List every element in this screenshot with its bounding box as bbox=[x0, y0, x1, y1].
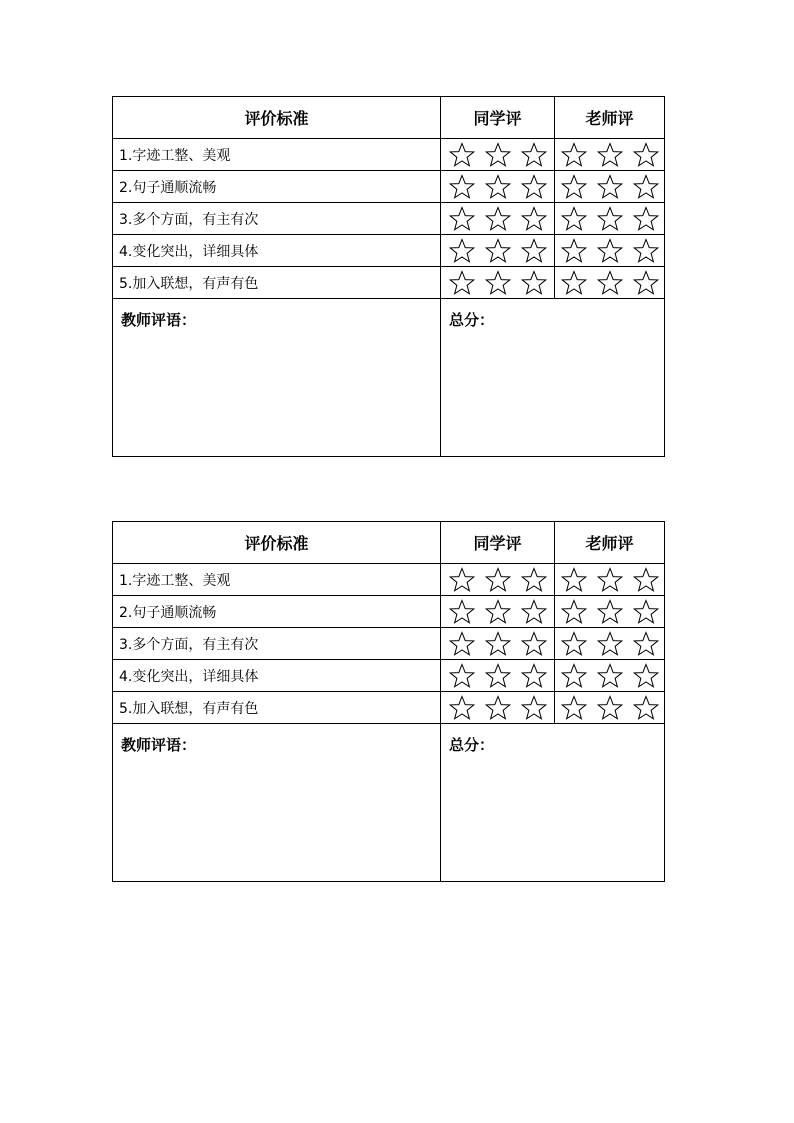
star-icon[interactable] bbox=[561, 142, 587, 168]
teacher-comment-label: 教师评语： bbox=[121, 736, 197, 754]
criterion-row bbox=[113, 596, 665, 628]
star-icon[interactable] bbox=[485, 270, 511, 296]
star-icon[interactable] bbox=[633, 663, 659, 689]
star-icon[interactable] bbox=[597, 174, 623, 200]
teacher-comment-cell[interactable] bbox=[113, 299, 441, 457]
criterion-label: 2.句子通顺流畅 bbox=[113, 596, 441, 628]
criterion-row bbox=[113, 628, 665, 660]
star-icon[interactable] bbox=[449, 238, 475, 264]
teacher-star-rating[interactable] bbox=[555, 139, 665, 171]
criterion-label: 1.字迹工整、美观 bbox=[113, 139, 441, 171]
star-icon[interactable] bbox=[485, 174, 511, 200]
star-icon[interactable] bbox=[449, 567, 475, 593]
star-icon[interactable] bbox=[485, 695, 511, 721]
evaluation-table bbox=[112, 521, 665, 882]
star-icon[interactable] bbox=[597, 599, 623, 625]
teacher-star-rating[interactable] bbox=[555, 692, 665, 724]
criterion-label: 4.变化突出，详细具体 bbox=[113, 660, 441, 692]
star-icon[interactable] bbox=[449, 599, 475, 625]
star-icon[interactable] bbox=[485, 599, 511, 625]
total-score-label: 总分： bbox=[449, 311, 495, 329]
star-icon[interactable] bbox=[597, 238, 623, 264]
criterion-row bbox=[113, 267, 665, 299]
criterion-row bbox=[113, 660, 665, 692]
star-icon[interactable] bbox=[633, 142, 659, 168]
star-icon[interactable] bbox=[449, 695, 475, 721]
teacher-comment-cell[interactable] bbox=[113, 724, 441, 882]
star-icon[interactable] bbox=[633, 174, 659, 200]
star-icon[interactable] bbox=[485, 142, 511, 168]
peer-star-rating[interactable] bbox=[441, 596, 555, 628]
header-row bbox=[113, 97, 665, 139]
star-icon[interactable] bbox=[561, 174, 587, 200]
evaluation-table bbox=[112, 96, 665, 457]
teacher-star-rating[interactable] bbox=[555, 267, 665, 299]
star-icon[interactable] bbox=[485, 206, 511, 232]
teacher-star-rating[interactable] bbox=[555, 596, 665, 628]
star-icon[interactable] bbox=[521, 206, 547, 232]
peer-star-rating[interactable] bbox=[441, 267, 555, 299]
header-row bbox=[113, 522, 665, 564]
star-icon[interactable] bbox=[485, 238, 511, 264]
star-icon[interactable] bbox=[633, 238, 659, 264]
star-icon[interactable] bbox=[521, 695, 547, 721]
criterion-row bbox=[113, 235, 665, 267]
criterion-row bbox=[113, 203, 665, 235]
teacher-star-rating[interactable] bbox=[555, 564, 665, 596]
star-icon[interactable] bbox=[597, 142, 623, 168]
star-icon[interactable] bbox=[561, 599, 587, 625]
star-icon[interactable] bbox=[633, 631, 659, 657]
total-score-label: 总分： bbox=[449, 736, 495, 754]
teacher-star-rating[interactable] bbox=[555, 235, 665, 267]
star-icon[interactable] bbox=[521, 631, 547, 657]
star-icon[interactable] bbox=[521, 663, 547, 689]
star-icon[interactable] bbox=[521, 174, 547, 200]
peer-star-rating[interactable] bbox=[441, 203, 555, 235]
star-icon[interactable] bbox=[597, 695, 623, 721]
criteria-header: 评价标准 bbox=[113, 97, 441, 139]
star-icon[interactable] bbox=[597, 206, 623, 232]
star-icon[interactable] bbox=[485, 663, 511, 689]
star-icon[interactable] bbox=[561, 238, 587, 264]
teacher-star-rating[interactable] bbox=[555, 171, 665, 203]
teacher-star-rating[interactable] bbox=[555, 660, 665, 692]
peer-star-rating[interactable] bbox=[441, 692, 555, 724]
star-icon[interactable] bbox=[449, 270, 475, 296]
total-score-cell[interactable] bbox=[441, 724, 665, 882]
remark-row bbox=[113, 724, 665, 882]
star-icon[interactable] bbox=[521, 238, 547, 264]
criterion-label: 5.加入联想，有声有色 bbox=[113, 692, 441, 724]
star-icon[interactable] bbox=[521, 270, 547, 296]
teacher-star-rating[interactable] bbox=[555, 628, 665, 660]
peer-star-rating[interactable] bbox=[441, 139, 555, 171]
star-icon[interactable] bbox=[597, 270, 623, 296]
peer-star-rating[interactable] bbox=[441, 660, 555, 692]
star-icon[interactable] bbox=[597, 567, 623, 593]
criterion-row bbox=[113, 171, 665, 203]
peer-review-header: 同学评 bbox=[441, 522, 555, 564]
criteria-header: 评价标准 bbox=[113, 522, 441, 564]
star-icon[interactable] bbox=[521, 567, 547, 593]
criterion-label: 5.加入联想，有声有色 bbox=[113, 267, 441, 299]
criterion-label: 1.字迹工整、美观 bbox=[113, 564, 441, 596]
star-icon[interactable] bbox=[561, 695, 587, 721]
star-icon[interactable] bbox=[485, 567, 511, 593]
criterion-label: 3.多个方面，有主有次 bbox=[113, 628, 441, 660]
star-icon[interactable] bbox=[485, 631, 511, 657]
star-icon[interactable] bbox=[561, 270, 587, 296]
star-icon[interactable] bbox=[633, 599, 659, 625]
star-icon[interactable] bbox=[561, 206, 587, 232]
star-icon[interactable] bbox=[449, 142, 475, 168]
star-icon[interactable] bbox=[597, 663, 623, 689]
criterion-row bbox=[113, 139, 665, 171]
star-icon[interactable] bbox=[561, 663, 587, 689]
star-icon[interactable] bbox=[561, 631, 587, 657]
criterion-row bbox=[113, 564, 665, 596]
peer-review-header: 同学评 bbox=[441, 97, 555, 139]
star-icon[interactable] bbox=[633, 567, 659, 593]
star-icon[interactable] bbox=[449, 206, 475, 232]
remark-row bbox=[113, 299, 665, 457]
peer-star-rating[interactable] bbox=[441, 628, 555, 660]
teacher-star-rating[interactable] bbox=[555, 203, 665, 235]
criterion-label: 4.变化突出，详细具体 bbox=[113, 235, 441, 267]
star-icon[interactable] bbox=[449, 631, 475, 657]
star-icon[interactable] bbox=[449, 174, 475, 200]
criterion-label: 2.句子通顺流畅 bbox=[113, 171, 441, 203]
peer-star-rating[interactable] bbox=[441, 235, 555, 267]
star-icon[interactable] bbox=[633, 695, 659, 721]
star-icon[interactable] bbox=[521, 142, 547, 168]
total-score-cell[interactable] bbox=[441, 299, 665, 457]
star-icon[interactable] bbox=[521, 599, 547, 625]
star-icon[interactable] bbox=[561, 567, 587, 593]
peer-star-rating[interactable] bbox=[441, 171, 555, 203]
star-icon[interactable] bbox=[449, 663, 475, 689]
teacher-comment-label: 教师评语： bbox=[121, 311, 197, 329]
star-icon[interactable] bbox=[633, 270, 659, 296]
star-icon[interactable] bbox=[633, 206, 659, 232]
criterion-row bbox=[113, 692, 665, 724]
peer-star-rating[interactable] bbox=[441, 564, 555, 596]
teacher-review-header: 老师评 bbox=[555, 522, 665, 564]
teacher-review-header: 老师评 bbox=[555, 97, 665, 139]
criterion-label: 3.多个方面，有主有次 bbox=[113, 203, 441, 235]
star-icon[interactable] bbox=[597, 631, 623, 657]
